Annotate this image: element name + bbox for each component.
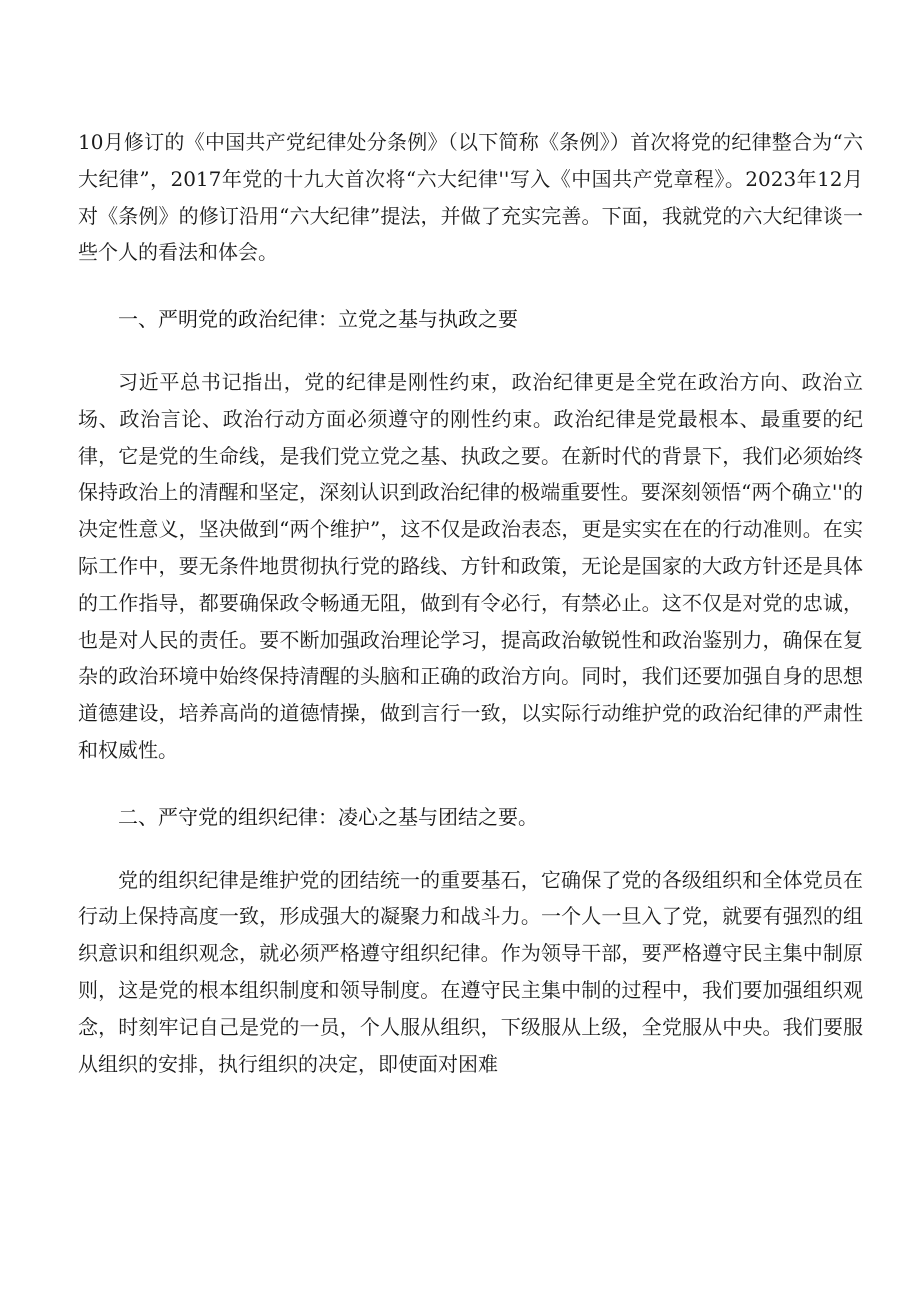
intro-paragraph: 10月修订的《中国共产党纪律处分条例》（以下简称《条例》）首次将党的纪律整合为“六大纪律”，2017年党的十九大首次将“六大纪律''写入《中国共产党章程》。2023年12月对《条例》的修订沿用“六大纪律”提法，并做了充实完善。下面，我就党的六大纪律谈一些个人的看法和体会。 bbox=[78, 130, 863, 265]
section-paragraph-organizational-discipline: 党的组织纪律是维护党的团结统一的重要基石，它确保了党的各级组织和全体党员在行动上保持高度一致，形成强大的凝聚力和战斗力。一个人一旦入了党，就要有强烈的组织意识和组织观念，就必须严格遵守组织纪律。作为领导干部，要严格遵守民主集中制原则，这是党的根本组织制度和领导制度。在遵守民主集中制的过程中，我们要加强组织观念，时刻牢记自己是党的一员，个人服从组织，下级服从上级，全党服从中央。我们要服从组织的安排，执行组织的决定，即使面对困难 bbox=[78, 867, 863, 1076]
section-heading-political-discipline: 一、严明党的政治纪律：立党之基与执政之要 bbox=[118, 307, 518, 332]
section-heading-organizational-discipline: 二、严守党的组织纪律：凌心之基与团结之要。 bbox=[118, 804, 538, 829]
section-paragraph-political-discipline: 习近平总书记指出，党的纪律是刚性约束，政治纪律更是全党在政治方向、政治立场、政治言论、政治行动方面必须遵守的刚性约束。政治纪律是党最根本、最重要的纪律，它是党的生命线，是我们党立党之基、执政之要。在新时代的背景下，我们必须始终保持政治上的清醒和坚定，深刻认识到政治纪律的极端重要性。要深刻领悟“两个确立''的决定性意义，坚决做到“两个维护”，这不仅是政治表态，更是实实在在的行动准则。在实际工作中，要无条件地贯彻执行党的路线、方针和政策，无论是国家的大政方针还是具体的工作指导，都要确保政令畅通无阻，做到有令必行，有禁必止。这不仅是对党的忠诚，也是对人民的责任。要不断加强政治理论学习，提高政治敏锐性和政治鉴别力，确保在复杂的政治环境中始终保持清醒的头脑和正确的政治方向。同时，我们还要加强自身的思想道德建设，培养高尚的道德情操，做到言行一致，以实际行动维护党的政治纪律的严肃性和权威性。 bbox=[78, 369, 863, 762]
document-body bbox=[78, 124, 863, 1082]
